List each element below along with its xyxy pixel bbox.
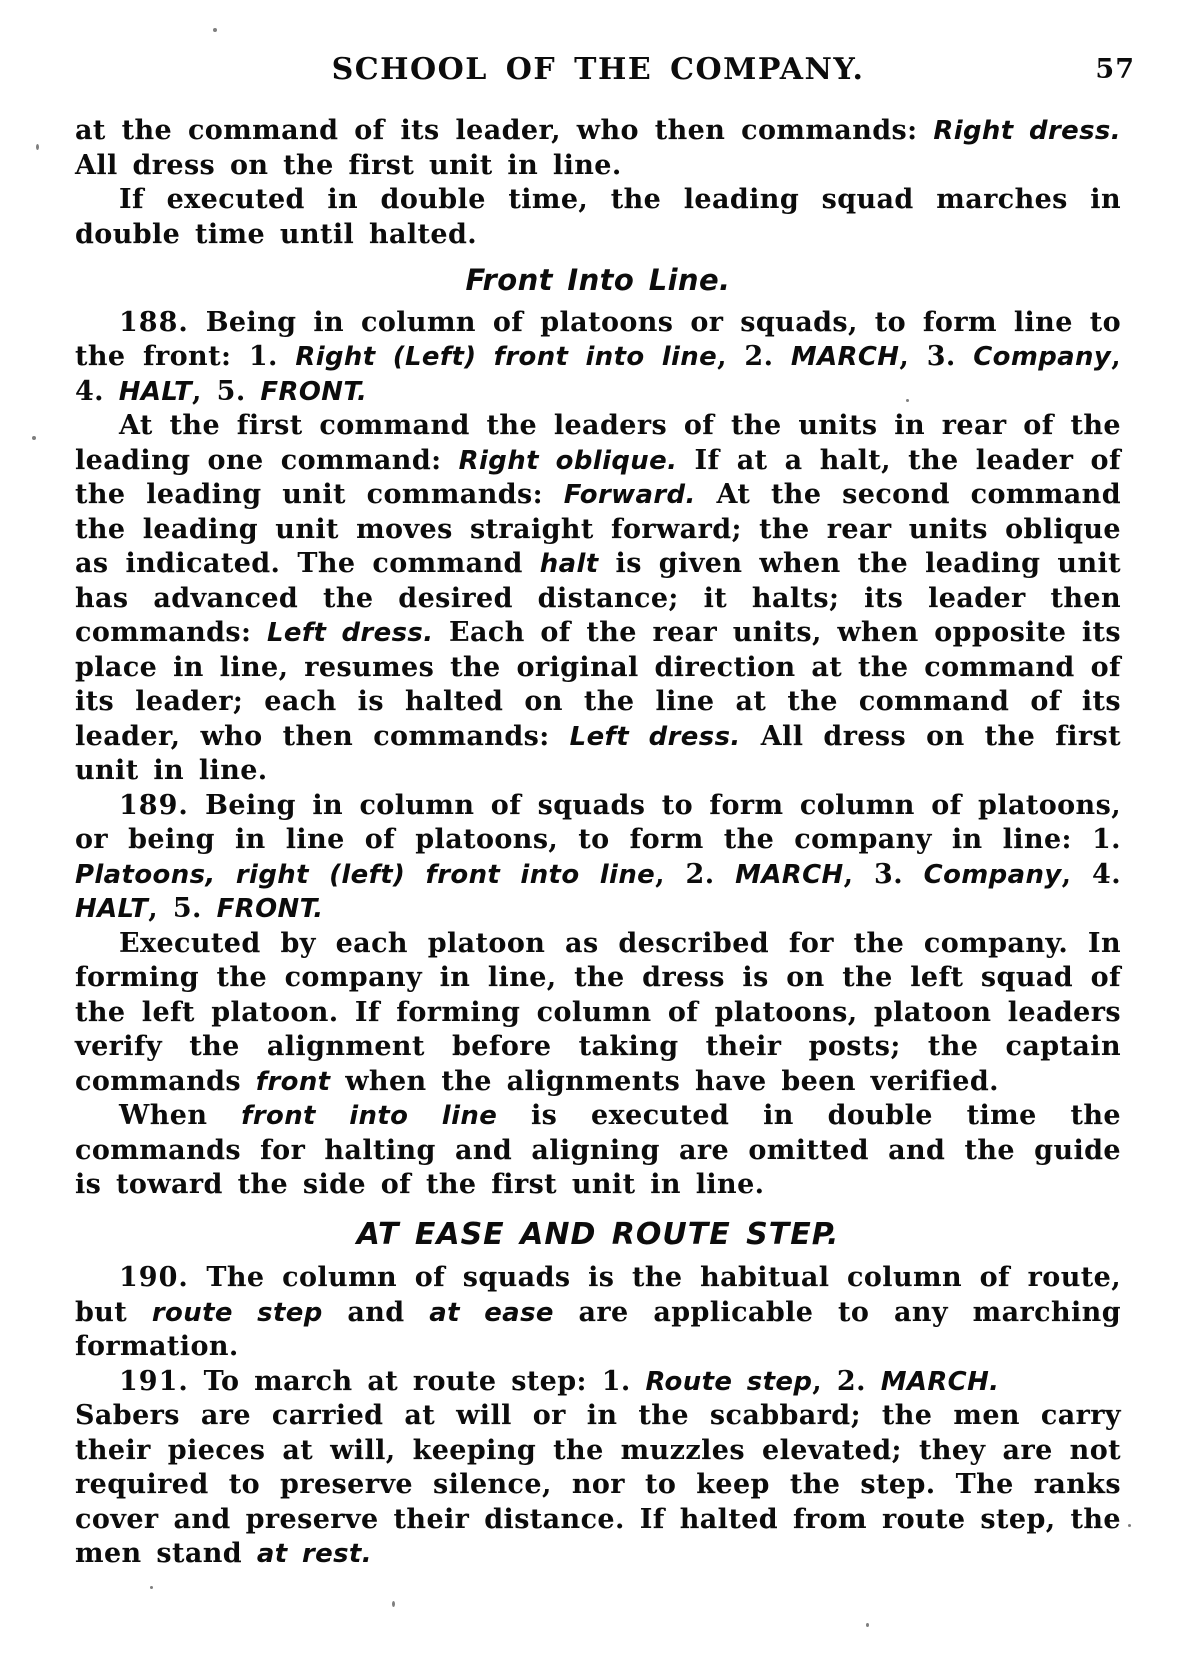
command-text: halt [539, 549, 599, 579]
paragraph-double-time [75, 183, 1121, 252]
text-run: , 2. [717, 341, 791, 372]
text-run: at the command of its leader, who then commands: [75, 115, 934, 146]
command-text: at rest. [256, 1539, 372, 1569]
paragraph-number: 190. [119, 1262, 189, 1293]
section-heading-front-into-line: Front Into Line. [465, 263, 731, 297]
command-text: at ease [429, 1297, 554, 1328]
command-text: route step [151, 1297, 323, 1328]
text-run: Being in column of squads to form column of platoons, or being in line of platoons, to form the company in line: 1. [75, 789, 1121, 855]
text-run: , 4. [1061, 858, 1122, 890]
paragraph-executed [75, 927, 1121, 1100]
paragraph-191 [75, 1365, 1121, 1400]
text-run: All dress on the first unit in line. [75, 149, 622, 181]
text-run: To march at route step: 1. [188, 1365, 646, 1397]
command-text: Right (Left) front into line [295, 342, 718, 372]
command-text: MARCH. [880, 1366, 1000, 1397]
command-text: front into line [241, 1101, 498, 1131]
text-run: At the first command the leaders of the units in rear of the leading one command: [75, 410, 1121, 476]
command-text: Company [923, 859, 1062, 890]
command-text: Forward. [563, 480, 696, 510]
text-run: If executed in double time, the leading squad marches in double time until halted. [75, 184, 1121, 250]
text-run: is given when the leading unit has advanced the desired distance; it halts; its leader then commands: [75, 548, 1121, 648]
command-text: HALT [118, 376, 193, 407]
paragraph-sabers [75, 1399, 1121, 1572]
text-run: , 3. [843, 858, 924, 890]
text-run: When [119, 1100, 242, 1131]
running-header [75, 52, 1135, 87]
page-title: SCHOOL OF THE COMPANY. [331, 52, 865, 87]
text-run: Each of the rear units, when opposite its place in line, resumes the original direction at the command of its leader; each is halted on the line at the command of its leader, who then commands: [75, 617, 1121, 752]
text-run: , 2. [655, 858, 736, 890]
text-run: , 3. [899, 341, 974, 372]
page-number: 57 [1095, 54, 1135, 85]
text-run: Being in column of platoons or squads, to form line to the front: 1. [75, 306, 1121, 372]
command-text: Right dress. [933, 116, 1121, 146]
paragraph-right-dress [75, 114, 1121, 183]
command-text: FRONT. [216, 894, 324, 924]
text-run: is executed in double time the commands for halting and aligning are omitted and the guide is toward the side of the first unit in line. [75, 1100, 1121, 1200]
command-text: Right oblique. [458, 445, 678, 476]
paragraph-189 [75, 789, 1121, 927]
scan-speck [32, 436, 36, 440]
text-run: All dress on the first unit in line. [75, 720, 1121, 786]
text-run: The column of squads is the habitual column of route, but [75, 1262, 1121, 1328]
text-run: Sabers are carried at will or in the scabbard; the men carry their pieces at will, keeping the muzzles elevated; they are not required to preserve silence, nor to keep the step. The ranks cover and preserve their distance. If halted from route step, the men stand [75, 1400, 1121, 1569]
command-text: front [255, 1066, 331, 1097]
paragraph-190 [75, 1261, 1121, 1365]
command-text: Platoons, right (left) front into line [75, 859, 656, 890]
text-run: , 4. [75, 341, 1121, 407]
paragraph-number: 188. [119, 306, 189, 338]
section-heading-at-ease-and-route-step: AT EASE AND ROUTE STEP. [356, 1216, 840, 1252]
text-run: , 5. [192, 375, 261, 407]
text-run: when the alignments have been verified. [330, 1065, 999, 1097]
paragraph-at-first-command [75, 409, 1121, 789]
command-text: HALT [75, 894, 149, 924]
paragraph-188 [75, 306, 1121, 410]
command-text: Left dress. [569, 721, 741, 752]
text-run: , 5. [148, 893, 217, 924]
command-text: Left dress. [266, 618, 434, 648]
command-text: Route step [645, 1366, 813, 1397]
text-run: If at a halt, the leader of the leading unit commands: [75, 444, 1121, 510]
paragraph-when-front-into-line [75, 1099, 1121, 1203]
scan-speck [1128, 1524, 1131, 1527]
text-run: , 2. [812, 1365, 881, 1397]
paragraph-number: 191. [119, 1365, 189, 1397]
scan-speck [36, 144, 39, 150]
command-text: MARCH [790, 342, 900, 372]
scan-speck [866, 1623, 869, 1627]
paragraph-number: 189. [119, 789, 189, 821]
text-run: Executed by each platoon as described for the company. In forming the company in line, the dress is on the left squad of the left platoon. If forming column of platoons, platoon leaders verify the alignment before taking their posts; the captain commands [75, 927, 1121, 1097]
text-run: and [322, 1296, 430, 1328]
scan-speck [213, 28, 217, 32]
command-text: MARCH [735, 859, 844, 890]
command-text: Company [973, 342, 1112, 372]
page-body [75, 114, 1121, 1572]
scan-speck [906, 399, 909, 402]
scan-speck [150, 1586, 153, 1589]
text-run: are applicable to any marching formation. [75, 1296, 1121, 1362]
text-run: At the second command the leading unit moves straight forward; the rear units oblique as indicated. The command [75, 479, 1121, 579]
scan-speck [392, 1601, 395, 1607]
command-text: FRONT. [260, 376, 368, 407]
